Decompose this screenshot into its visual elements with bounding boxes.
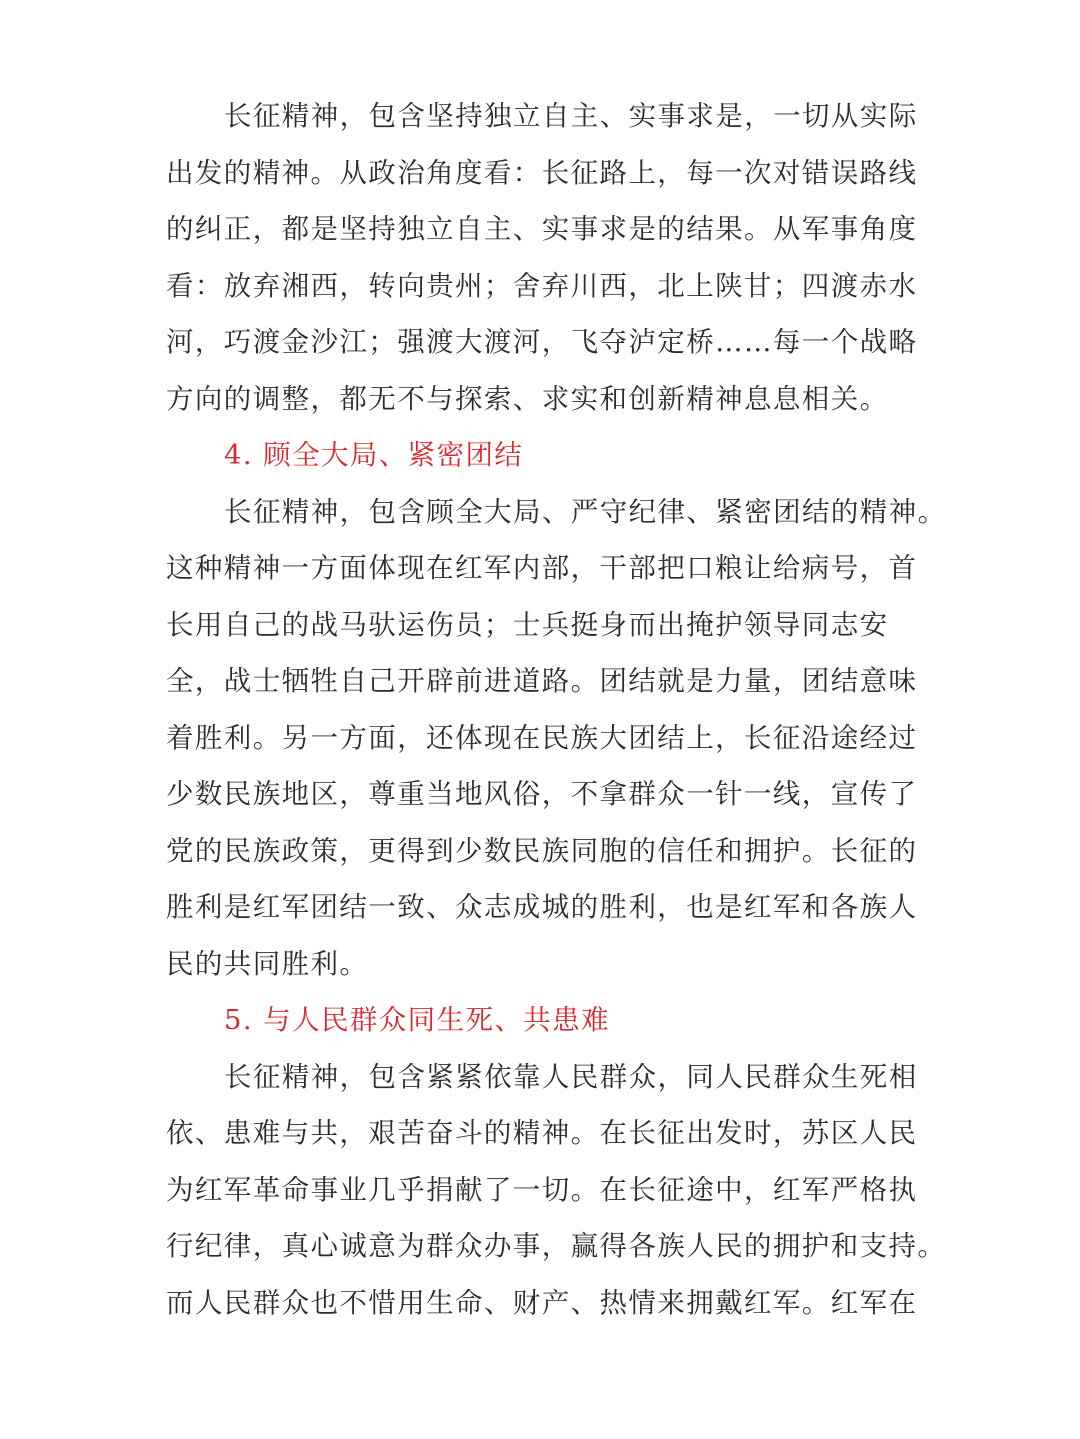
paragraph-long-march-independence — [166, 88, 916, 427]
section-5-heading: 5. 与人民群众同生死、共患难 — [224, 1004, 610, 1036]
section-5 — [166, 992, 947, 1331]
text-line: 胜利是红军团结一致、众志成城的胜利，也是红军和各族人 — [166, 891, 918, 923]
text-line: 而人民群众也不惜用生命、财产、热情来拥戴红军。红军在 — [166, 1286, 918, 1319]
text-line: 长用自己的战马驮运伤员；士兵挺身而出掩护领导同志安 — [166, 608, 889, 641]
text-line: 长征精神，包含紧紧依靠人民群众，同人民群众生死相 — [224, 1060, 918, 1093]
text-line: 行纪律，真心诚意为群众办事，赢得各族人民的拥护和支持。 — [166, 1230, 947, 1262]
text-line: 河，巧渡金沙江；强渡大渡河，飞夺泸定桥……每一个战略 — [166, 326, 918, 358]
text-line: 为红军革命事业几乎捐献了一切。在长征途中，红军严格执 — [166, 1173, 918, 1206]
text-line: 长征精神，包含坚持独立自主、实事求是，一切从实际 — [224, 100, 918, 132]
text-line: 党的民族政策，更得到少数民族同胞的信任和拥护。长征的 — [166, 834, 918, 867]
text-line: 出发的精神。从政治角度看：长征路上，每一次对错误路线 — [166, 156, 918, 189]
text-line: 方向的调整，都无不与探索、求实和创新精神息息相关。 — [166, 382, 889, 415]
text-line: 依、患难与共，艰苦奋斗的精神。在长征出发时，苏区人民 — [166, 1117, 918, 1149]
text-line: 少数民族地区，尊重当地风俗，不拿群众一针一线，宣传了 — [166, 778, 918, 810]
text-line: 看：放弃湘西，转向贵州；舍弃川西，北上陕甘；四渡赤水 — [166, 269, 918, 302]
section-4 — [166, 427, 947, 992]
document-page — [166, 88, 947, 1331]
text-line: 民的共同胜利。 — [166, 947, 369, 980]
section-4-heading: 4. 顾全大局、紧密团结 — [224, 439, 524, 471]
text-line: 长征精神，包含顾全大局、严守纪律、紧密团结的精神。 — [224, 495, 947, 528]
text-line: 全，战士牺牲自己开辟前进道路。团结就是力量，团结意味 — [166, 665, 918, 697]
text-line: 这种精神一方面体现在红军内部，干部把口粮让给病号，首 — [166, 552, 918, 584]
text-line: 着胜利。另一方面，还体现在民族大团结上，长征沿途经过 — [166, 721, 918, 754]
text-line: 的纠正，都是坚持独立自主、实事求是的结果。从军事角度 — [166, 213, 918, 245]
